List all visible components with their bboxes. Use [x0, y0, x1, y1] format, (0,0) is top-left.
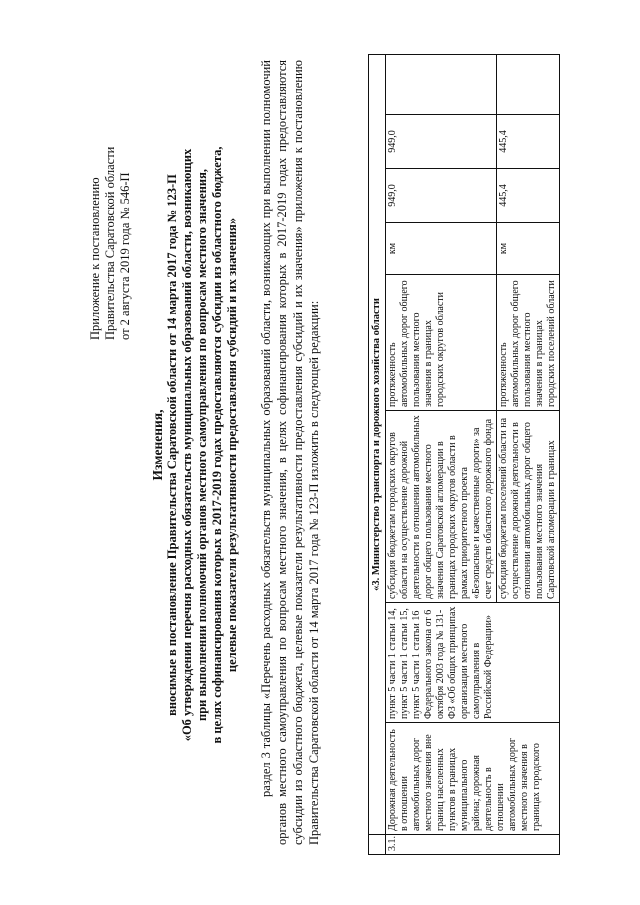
subsidy-description: субсидия бюджетам поселений области на осуществление дорожной деятельности в отношении автомобильных дорог общего пользования местного значения Саратовской агломерации в границах [497, 411, 560, 603]
section-empty-cell [369, 835, 386, 855]
indicator-cell: протяженность автомобильных дорог общего пользования местного значения в границах городских округов области [386, 275, 497, 411]
appendix-header [88, 10, 133, 340]
legal-basis-cell: пункт 5 части 1 статьи 14, пункт 5 части 1 статьи 15, пункт 5 части 1 статьи 16 Федерального закона от 6 октября 2003 года № 131-ФЗ «Об общих принципах организации местного самоуправления в Российской Федерации» [386, 603, 560, 723]
intro-text: раздел 3 таблицы «Перечень расходных обязательств муниципальных образований области, возникающих при выполнении полномочий органов местного самоуправления по вопросам местного значения, в целях софинансирования которых в 2017-2019 годах предоставляются субсидии из областного бюджета, целевые показатели результативности предоставления субсидий и их значения» приложения к постановлению Правительства Саратовской области от 14 марта 2017 года № 123-П изложить в следующей редакции: [259, 60, 321, 845]
obligation-cell: Дорожная деятельность в отношении автомобильных дорог местного значения вне границ населенных пунктов в границах муниципального района; дорожная деятельность в отношении автомобильных дорог местного значения в границах городского [386, 723, 560, 835]
unit-cell: км [497, 223, 560, 275]
subsidy-description: субсидия бюджетам городских округов области на осуществление дорожной деятельности в отношении автомобильных дорог общего пользования местного значения Саратовской агломерации в границах городских округов области в рамках приоритетного проекта «Безопасные и качественные дороги» за счет средств областного дорожного фонда [386, 411, 497, 603]
section-row [369, 54, 386, 854]
title-line-5: в целях софинансирования которых в 2017-2019 годах предоставляются субсидии из областного бюджета, [210, 146, 224, 744]
value-cell-1: 949,0 [386, 169, 497, 223]
title-line-2: вносимые в постановление Правительства Саратовской области от 14 марта 2017 года № 123-П [165, 174, 179, 716]
value-cell-1: 445,4 [497, 169, 560, 223]
unit-cell: км [386, 223, 497, 275]
document-title [150, 55, 240, 835]
appendix-line-2: Правительства Саратовской области [103, 146, 117, 340]
title-line-3: «Об утверждении перечня расходных обязательств муниципальных образований области, возникающих [180, 148, 194, 742]
appendix-line-1: Приложение к постановлению [88, 177, 102, 340]
value-cell-2: 949,0 [386, 115, 497, 169]
obligations-table [368, 54, 560, 855]
indicator-cell: протяженность автомобильных дорог общего пользования местного значения в границах городских поселений области [497, 275, 560, 411]
value-cell-2: 445,4 [497, 115, 560, 169]
empty-cell [386, 54, 497, 114]
title-line-6: целевые показатели результативности предоставления субсидий и их значения» [225, 217, 239, 673]
section-title: «3. Министерство транспорта и дорожного хозяйства области [369, 54, 386, 834]
row-number: 3.1. [386, 835, 560, 855]
title-line-4: при выполнении полномочий органов местного самоуправления по вопросам местного значения, [195, 169, 209, 721]
appendix-line-3: от 2 августа 2019 года № 546-П [118, 172, 132, 340]
intro-paragraph [258, 60, 322, 845]
title-line-1: Изменения, [150, 409, 165, 481]
table-row [386, 54, 497, 854]
empty-cell [497, 54, 560, 114]
